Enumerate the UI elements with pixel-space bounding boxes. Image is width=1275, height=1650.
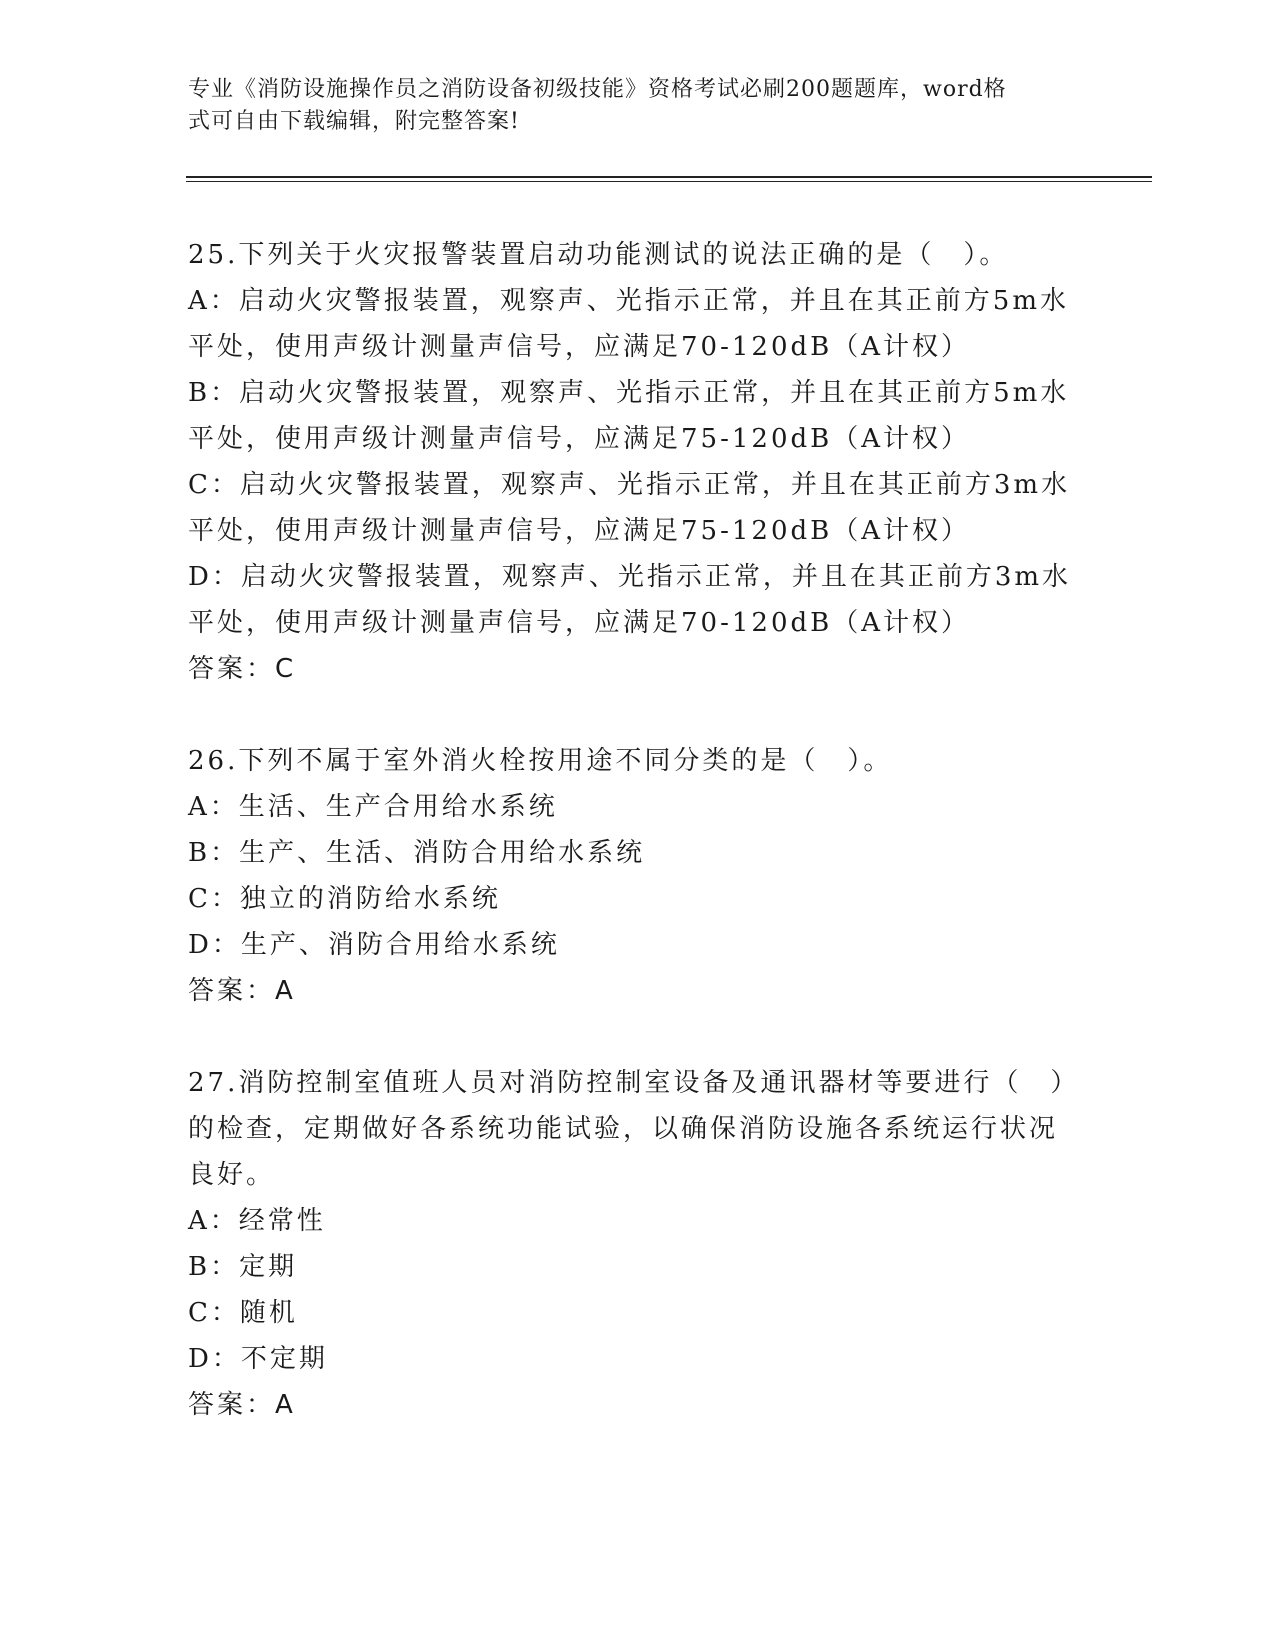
answer-line: 答案：C xyxy=(188,654,297,684)
option-line: C：启动火灾警报装置，观察声、光指示正常，并且在其正前方3m水 xyxy=(188,470,1071,500)
option-line: A：启动火灾警报装置，观察声、光指示正常，并且在其正前方5m水 xyxy=(188,286,1069,316)
option-line: B：生产、生活、消防合用给水系统 xyxy=(188,838,646,868)
question-stem: 25.下列关于火灾报警装置启动功能测试的说法正确的是（ ）。 xyxy=(188,240,1009,270)
option-line: D：启动火灾警报装置，观察声、光指示正常，并且在其正前方3m水 xyxy=(188,562,1072,592)
answer-line: 答案：A xyxy=(188,1390,296,1420)
question-25 xyxy=(188,232,1072,692)
document-header xyxy=(188,74,1068,138)
option-line: 平处，使用声级计测量声信号，应满足75-120dB（A计权） xyxy=(188,516,971,546)
question-stem: 26.下列不属于室外消火栓按用途不同分类的是（ ）。 xyxy=(188,746,893,776)
header-line: 专业《消防设施操作员之消防设备初级技能》资格考试必刷200题题库，word格 xyxy=(188,77,1007,102)
option-line: 平处，使用声级计测量声信号，应满足70-120dB（A计权） xyxy=(188,608,971,638)
option-line: B：定期 xyxy=(188,1252,298,1282)
option-line: C：随机 xyxy=(188,1298,298,1328)
question-stem: 良好。 xyxy=(188,1160,276,1190)
answer-line: 答案：A xyxy=(188,976,296,1006)
header-divider-thin xyxy=(186,181,1152,182)
option-line: 平处，使用声级计测量声信号，应满足75-120dB（A计权） xyxy=(188,424,971,454)
question-list xyxy=(188,232,1080,1474)
question-stem: 27.消防控制室值班人员对消防控制室设备及通讯器材等要进行（ ） xyxy=(188,1068,1080,1098)
option-line: A：经常性 xyxy=(188,1206,326,1236)
question-26 xyxy=(188,738,1068,1014)
header-line: 式可自由下载编辑，附完整答案! xyxy=(188,109,520,134)
option-line: B：启动火灾警报装置，观察声、光指示正常，并且在其正前方5m水 xyxy=(188,378,1070,408)
question-stem: 的检查，定期做好各系统功能试验，以确保消防设施各系统运行状况 xyxy=(188,1114,1059,1144)
option-line: D：生产、消防合用给水系统 xyxy=(188,930,560,960)
header-divider-thick xyxy=(186,176,1152,178)
option-line: 平处，使用声级计测量声信号，应满足70-120dB（A计权） xyxy=(188,332,971,362)
option-line: D：不定期 xyxy=(188,1344,328,1374)
option-line: A：生活、生产合用给水系统 xyxy=(188,792,558,822)
option-line: C：独立的消防给水系统 xyxy=(188,884,501,914)
question-27 xyxy=(188,1060,1080,1428)
